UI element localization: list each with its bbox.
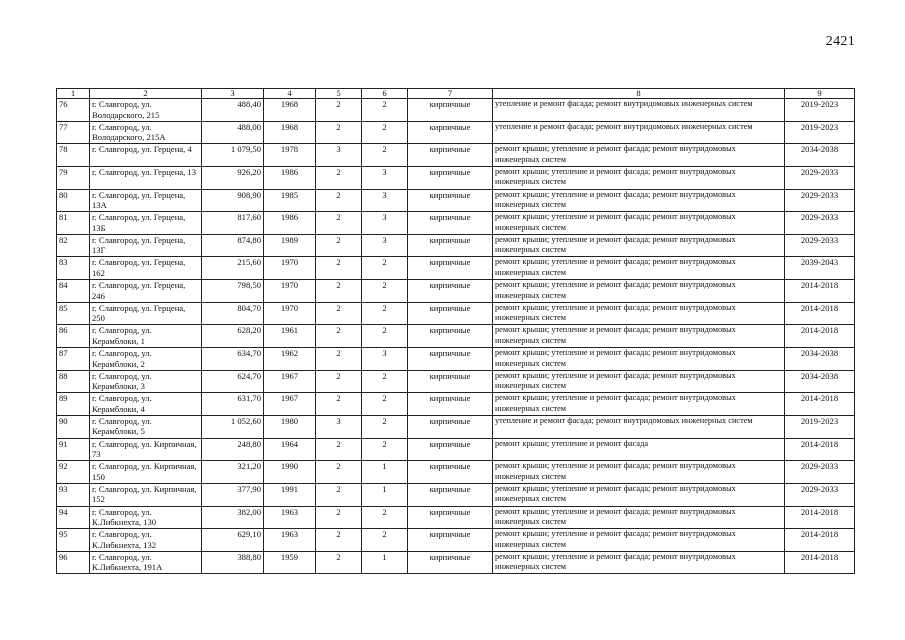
- area-cell: 634,70: [202, 348, 264, 371]
- entrances-cell: 3: [362, 348, 408, 371]
- row-number: 89: [57, 393, 90, 416]
- year-cell: 1962: [264, 348, 316, 371]
- area-cell: 631,70: [202, 393, 264, 416]
- floors-cell: 2: [316, 257, 362, 280]
- floors-cell: 2: [316, 189, 362, 212]
- entrances-cell: 2: [362, 280, 408, 303]
- floors-cell: 2: [316, 551, 362, 574]
- row-number: 87: [57, 348, 90, 371]
- material-cell: кирпичные: [408, 506, 493, 529]
- material-cell: кирпичные: [408, 144, 493, 167]
- row-number: 77: [57, 121, 90, 144]
- year-cell: 1959: [264, 551, 316, 574]
- works-cell: ремонт крыши; утепление и ремонт фасада; ремонт внутридомовых инженерных систем: [493, 461, 785, 484]
- floors-cell: 2: [316, 506, 362, 529]
- floors-cell: 2: [316, 438, 362, 461]
- area-cell: 624,70: [202, 370, 264, 393]
- period-cell: 2034-2038: [785, 144, 855, 167]
- entrances-cell: 1: [362, 461, 408, 484]
- row-number: 80: [57, 189, 90, 212]
- row-number: 83: [57, 257, 90, 280]
- header-row: [57, 89, 855, 99]
- year-cell: 1991: [264, 483, 316, 506]
- table-row: [57, 212, 855, 235]
- works-cell: ремонт крыши; утепление и ремонт фасада; ремонт внутридомовых инженерных систем: [493, 551, 785, 574]
- material-cell: кирпичные: [408, 212, 493, 235]
- area-cell: 382,00: [202, 506, 264, 529]
- table-row: [57, 280, 855, 303]
- entrances-cell: 1: [362, 551, 408, 574]
- area-cell: 798,50: [202, 280, 264, 303]
- table-row: [57, 257, 855, 280]
- year-cell: 1970: [264, 302, 316, 325]
- table-row: [57, 393, 855, 416]
- period-cell: 2014-2018: [785, 438, 855, 461]
- table-row: [57, 370, 855, 393]
- entrances-cell: 3: [362, 189, 408, 212]
- row-number: 90: [57, 415, 90, 438]
- period-cell: 2019-2023: [785, 415, 855, 438]
- table-row: [57, 438, 855, 461]
- year-cell: 1961: [264, 325, 316, 348]
- material-cell: кирпичные: [408, 438, 493, 461]
- works-cell: ремонт крыши; утепление и ремонт фасада; ремонт внутридомовых инженерных систем: [493, 166, 785, 189]
- row-number: 88: [57, 370, 90, 393]
- year-cell: 1970: [264, 257, 316, 280]
- works-cell: ремонт крыши; утепление и ремонт фасада; ремонт внутридомовых инженерных систем: [493, 325, 785, 348]
- area-cell: 388,80: [202, 551, 264, 574]
- address-cell: г. Славгород, ул. К.Либкнехта, 191А: [90, 551, 202, 574]
- column-header: 7: [408, 89, 493, 99]
- address-cell: г. Славгород, ул. Кирпичная, 73: [90, 438, 202, 461]
- column-header: 8: [493, 89, 785, 99]
- period-cell: 2014-2018: [785, 280, 855, 303]
- row-number: 84: [57, 280, 90, 303]
- year-cell: 1990: [264, 461, 316, 484]
- material-cell: кирпичные: [408, 370, 493, 393]
- area-cell: 628,20: [202, 325, 264, 348]
- year-cell: 1967: [264, 370, 316, 393]
- table-row: [57, 325, 855, 348]
- works-cell: ремонт крыши; утепление и ремонт фасада; ремонт внутридомовых инженерных систем: [493, 483, 785, 506]
- entrances-cell: 2: [362, 370, 408, 393]
- column-header: 3: [202, 89, 264, 99]
- material-cell: кирпичные: [408, 461, 493, 484]
- works-cell: ремонт крыши; утепление и ремонт фасада; ремонт внутридомовых инженерных систем: [493, 506, 785, 529]
- works-cell: ремонт крыши; утепление и ремонт фасада: [493, 438, 785, 461]
- entrances-cell: 1: [362, 483, 408, 506]
- row-number: 86: [57, 325, 90, 348]
- address-cell: г. Славгород, ул. Герцена, 250: [90, 302, 202, 325]
- area-cell: 1 052,60: [202, 415, 264, 438]
- works-cell: ремонт крыши; утепление и ремонт фасада; ремонт внутридомовых инженерных систем: [493, 144, 785, 167]
- address-cell: г. Славгород, ул. Герцена, 13: [90, 166, 202, 189]
- period-cell: 2029-2033: [785, 483, 855, 506]
- address-cell: г. Славгород, ул. Герцена, 162: [90, 257, 202, 280]
- material-cell: кирпичные: [408, 483, 493, 506]
- table-row: [57, 348, 855, 371]
- period-cell: 2014-2018: [785, 325, 855, 348]
- period-cell: 2014-2018: [785, 302, 855, 325]
- column-header: 2: [90, 89, 202, 99]
- address-cell: г. Славгород, ул. Кирпичная, 150: [90, 461, 202, 484]
- floors-cell: 2: [316, 348, 362, 371]
- period-cell: 2029-2033: [785, 166, 855, 189]
- year-cell: 1989: [264, 234, 316, 257]
- works-cell: ремонт крыши; утепление и ремонт фасада; ремонт внутридомовых инженерных систем: [493, 280, 785, 303]
- material-cell: кирпичные: [408, 234, 493, 257]
- area-cell: 488,00: [202, 121, 264, 144]
- column-header: 5: [316, 89, 362, 99]
- works-cell: утепление и ремонт фасада; ремонт внутридомовых инженерных систем: [493, 99, 785, 122]
- address-cell: г. Славгород, ул. Герцена, 246: [90, 280, 202, 303]
- table-row: [57, 189, 855, 212]
- year-cell: 1986: [264, 212, 316, 235]
- works-cell: ремонт крыши; утепление и ремонт фасада; ремонт внутридомовых инженерных систем: [493, 212, 785, 235]
- table-row: [57, 302, 855, 325]
- works-cell: ремонт крыши; утепление и ремонт фасада; ремонт внутридомовых инженерных систем: [493, 370, 785, 393]
- address-cell: г. Славгород, ул. Керамблоки, 1: [90, 325, 202, 348]
- floors-cell: 3: [316, 415, 362, 438]
- entrances-cell: 2: [362, 393, 408, 416]
- floors-cell: 2: [316, 483, 362, 506]
- material-cell: кирпичные: [408, 166, 493, 189]
- period-cell: 2034-2038: [785, 348, 855, 371]
- table-row: [57, 234, 855, 257]
- table-row: [57, 144, 855, 167]
- row-number: 81: [57, 212, 90, 235]
- period-cell: 2014-2018: [785, 506, 855, 529]
- address-cell: г. Славгород, ул. Герцена, 13Б: [90, 212, 202, 235]
- year-cell: 1963: [264, 506, 316, 529]
- works-cell: ремонт крыши; утепление и ремонт фасада; ремонт внутридомовых инженерных систем: [493, 189, 785, 212]
- row-number: 92: [57, 461, 90, 484]
- works-cell: ремонт крыши; утепление и ремонт фасада; ремонт внутридомовых инженерных систем: [493, 234, 785, 257]
- page-number: 2421: [825, 34, 855, 49]
- area-cell: 321,20: [202, 461, 264, 484]
- area-cell: 926,20: [202, 166, 264, 189]
- row-number: 93: [57, 483, 90, 506]
- address-cell: г. Славгород, ул. Кирпичная, 152: [90, 483, 202, 506]
- period-cell: 2014-2018: [785, 551, 855, 574]
- entrances-cell: 3: [362, 234, 408, 257]
- column-header: 1: [57, 89, 90, 99]
- row-number: 94: [57, 506, 90, 529]
- address-cell: г. Славгород, ул. Володарского, 215: [90, 99, 202, 122]
- period-cell: 2014-2018: [785, 393, 855, 416]
- year-cell: 1963: [264, 529, 316, 552]
- period-cell: 2029-2033: [785, 212, 855, 235]
- area-cell: 488,40: [202, 99, 264, 122]
- floors-cell: 2: [316, 393, 362, 416]
- material-cell: кирпичные: [408, 257, 493, 280]
- row-number: 79: [57, 166, 90, 189]
- area-cell: 908,90: [202, 189, 264, 212]
- material-cell: кирпичные: [408, 348, 493, 371]
- entrances-cell: 2: [362, 257, 408, 280]
- area-cell: 817,60: [202, 212, 264, 235]
- floors-cell: 2: [316, 234, 362, 257]
- entrances-cell: 3: [362, 166, 408, 189]
- period-cell: 2029-2033: [785, 461, 855, 484]
- address-cell: г. Славгород, ул. Керамблоки, 5: [90, 415, 202, 438]
- floors-cell: 2: [316, 280, 362, 303]
- floors-cell: 2: [316, 529, 362, 552]
- floors-cell: 2: [316, 302, 362, 325]
- entrances-cell: 2: [362, 99, 408, 122]
- area-cell: 1 079,50: [202, 144, 264, 167]
- material-cell: кирпичные: [408, 189, 493, 212]
- table-row: [57, 551, 855, 574]
- material-cell: кирпичные: [408, 99, 493, 122]
- floors-cell: 2: [316, 325, 362, 348]
- material-cell: кирпичные: [408, 121, 493, 144]
- entrances-cell: 2: [362, 144, 408, 167]
- address-cell: г. Славгород, ул. К.Либкнехта, 130: [90, 506, 202, 529]
- entrances-cell: 2: [362, 529, 408, 552]
- floors-cell: 2: [316, 212, 362, 235]
- year-cell: 1968: [264, 99, 316, 122]
- entrances-cell: 2: [362, 438, 408, 461]
- entrances-cell: 2: [362, 121, 408, 144]
- material-cell: кирпичные: [408, 415, 493, 438]
- works-cell: утепление и ремонт фасада; ремонт внутридомовых инженерных систем: [493, 415, 785, 438]
- area-cell: 874,80: [202, 234, 264, 257]
- material-cell: кирпичные: [408, 302, 493, 325]
- year-cell: 1968: [264, 121, 316, 144]
- row-number: 95: [57, 529, 90, 552]
- table-row: [57, 529, 855, 552]
- address-cell: г. Славгород, ул. Керамблоки, 3: [90, 370, 202, 393]
- column-header: 4: [264, 89, 316, 99]
- address-cell: г. Славгород, ул. К.Либкнехта, 132: [90, 529, 202, 552]
- row-number: 78: [57, 144, 90, 167]
- address-cell: г. Славгород, ул. Керамблоки, 2: [90, 348, 202, 371]
- table-row: [57, 415, 855, 438]
- address-cell: г. Славгород, ул. Герцена, 13Г: [90, 234, 202, 257]
- area-cell: 248,80: [202, 438, 264, 461]
- row-number: 85: [57, 302, 90, 325]
- column-header: 6: [362, 89, 408, 99]
- table-row: [57, 506, 855, 529]
- year-cell: 1986: [264, 166, 316, 189]
- table-row: [57, 483, 855, 506]
- period-cell: 2029-2033: [785, 234, 855, 257]
- period-cell: 2029-2033: [785, 189, 855, 212]
- table-row: [57, 166, 855, 189]
- address-cell: г. Славгород, ул. Герцена, 13А: [90, 189, 202, 212]
- period-cell: 2019-2023: [785, 121, 855, 144]
- material-cell: кирпичные: [408, 325, 493, 348]
- year-cell: 1980: [264, 415, 316, 438]
- works-cell: утепление и ремонт фасада; ремонт внутридомовых инженерных систем: [493, 121, 785, 144]
- period-cell: 2034-2038: [785, 370, 855, 393]
- address-cell: г. Славгород, ул. Керамблоки, 4: [90, 393, 202, 416]
- year-cell: 1964: [264, 438, 316, 461]
- address-cell: г. Славгород, ул. Володарского, 215А: [90, 121, 202, 144]
- material-cell: кирпичные: [408, 529, 493, 552]
- row-number: 82: [57, 234, 90, 257]
- entrances-cell: 2: [362, 302, 408, 325]
- table-body: [57, 99, 855, 574]
- year-cell: 1967: [264, 393, 316, 416]
- area-cell: 215,60: [202, 257, 264, 280]
- period-cell: 2019-2023: [785, 99, 855, 122]
- works-cell: ремонт крыши; утепление и ремонт фасада; ремонт внутридомовых инженерных систем: [493, 257, 785, 280]
- period-cell: 2039-2043: [785, 257, 855, 280]
- floors-cell: 2: [316, 461, 362, 484]
- works-cell: ремонт крыши; утепление и ремонт фасада; ремонт внутридомовых инженерных систем: [493, 529, 785, 552]
- area-cell: 377,90: [202, 483, 264, 506]
- entrances-cell: 2: [362, 325, 408, 348]
- year-cell: 1978: [264, 144, 316, 167]
- year-cell: 1970: [264, 280, 316, 303]
- year-cell: 1985: [264, 189, 316, 212]
- row-number: 76: [57, 99, 90, 122]
- period-cell: 2014-2018: [785, 529, 855, 552]
- area-cell: 629,10: [202, 529, 264, 552]
- works-cell: ремонт крыши; утепление и ремонт фасада; ремонт внутридомовых инженерных систем: [493, 302, 785, 325]
- floors-cell: 2: [316, 370, 362, 393]
- row-number: 96: [57, 551, 90, 574]
- floors-cell: 2: [316, 166, 362, 189]
- housing-repair-table: [56, 88, 855, 574]
- table-row: [57, 121, 855, 144]
- address-cell: г. Славгород, ул. Герцена, 4: [90, 144, 202, 167]
- column-header: 9: [785, 89, 855, 99]
- material-cell: кирпичные: [408, 551, 493, 574]
- table-row: [57, 99, 855, 122]
- material-cell: кирпичные: [408, 393, 493, 416]
- entrances-cell: 2: [362, 506, 408, 529]
- works-cell: ремонт крыши; утепление и ремонт фасада; ремонт внутридомовых инженерных систем: [493, 348, 785, 371]
- table-row: [57, 461, 855, 484]
- row-number: 91: [57, 438, 90, 461]
- floors-cell: 2: [316, 121, 362, 144]
- floors-cell: 3: [316, 144, 362, 167]
- works-cell: ремонт крыши; утепление и ремонт фасада; ремонт внутридомовых инженерных систем: [493, 393, 785, 416]
- entrances-cell: 3: [362, 212, 408, 235]
- area-cell: 804,70: [202, 302, 264, 325]
- floors-cell: 2: [316, 99, 362, 122]
- material-cell: кирпичные: [408, 280, 493, 303]
- entrances-cell: 2: [362, 415, 408, 438]
